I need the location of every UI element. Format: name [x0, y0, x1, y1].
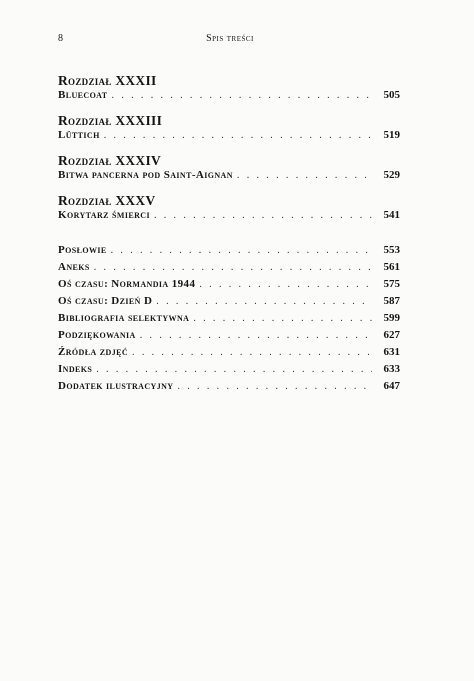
entry-page: 587	[383, 295, 400, 307]
running-title: Spis treści	[206, 33, 254, 44]
toc-entry[interactable]	[58, 327, 400, 344]
toc-entry[interactable]	[58, 88, 400, 103]
toc-entry[interactable]	[58, 276, 400, 293]
chapter-entry	[58, 154, 400, 183]
entry-title: Lüttich	[58, 129, 100, 141]
toc-entry[interactable]	[58, 168, 400, 183]
chapter-heading: Rozdział XXXIII	[58, 113, 163, 128]
entry-title: Bibliografia selektywna	[58, 312, 190, 324]
dot-leader	[132, 344, 372, 361]
backmatter-list	[58, 242, 400, 395]
chapter-heading: Rozdział XXXIV	[58, 153, 162, 168]
entry-title: Bitwa pancerna pod Saint-Aignan	[58, 169, 233, 181]
dot-leader	[111, 242, 372, 259]
entry-title: Bluecoat	[58, 89, 108, 101]
toc-entry[interactable]	[58, 259, 400, 276]
entry-title: Indeks	[58, 363, 93, 375]
entry-page: 627	[383, 329, 400, 341]
entry-page: 575	[383, 278, 400, 290]
dot-leader	[94, 259, 372, 276]
entry-title: Aneks	[58, 261, 90, 273]
entry-page: 561	[383, 261, 400, 273]
entry-title: Posłowie	[58, 244, 107, 256]
entry-page: 505	[383, 89, 400, 101]
table-of-contents	[58, 74, 400, 395]
toc-entry[interactable]	[58, 293, 400, 310]
toc-entry[interactable]	[58, 208, 400, 223]
entry-title: Źródła zdjęć	[58, 346, 129, 358]
dot-leader	[199, 276, 372, 293]
entry-title: Korytarz śmierci	[58, 209, 150, 221]
dot-leader	[156, 293, 372, 310]
entry-page: 631	[383, 346, 400, 358]
chapter-entry	[58, 74, 400, 103]
entry-title: Dodatek ilustracyjny	[58, 380, 174, 392]
entry-page: 647	[383, 380, 400, 392]
toc-entry[interactable]	[58, 242, 400, 259]
chapter-entry	[58, 114, 400, 143]
entry-page: 553	[383, 244, 400, 256]
chapter-heading: Rozdział XXXV	[58, 193, 156, 208]
toc-entry[interactable]	[58, 128, 400, 143]
entry-title: Oś czasu: Normandia 1944	[58, 278, 196, 290]
dot-leader	[104, 128, 372, 143]
toc-entry[interactable]	[58, 310, 400, 327]
entry-page: 633	[383, 363, 400, 375]
dot-leader	[177, 378, 372, 395]
toc-entry[interactable]	[58, 378, 400, 395]
entry-page: 529	[383, 169, 400, 181]
entry-page: 599	[383, 312, 400, 324]
page-number: 8	[58, 33, 63, 44]
toc-entry[interactable]	[58, 344, 400, 361]
chapter-heading: Rozdział XXXII	[58, 73, 157, 88]
dot-leader	[237, 168, 372, 183]
page-header	[58, 33, 402, 47]
entry-title: Oś czasu: Dzień D	[58, 295, 153, 307]
dot-leader	[96, 361, 372, 378]
entry-page: 519	[383, 129, 400, 141]
dot-leader	[154, 208, 372, 223]
entry-title: Podziękowania	[58, 329, 136, 341]
dot-leader	[140, 327, 372, 344]
toc-entry[interactable]	[58, 361, 400, 378]
entry-page: 541	[383, 209, 400, 221]
chapter-entry	[58, 194, 400, 223]
dot-leader	[193, 310, 372, 327]
dot-leader	[112, 88, 372, 103]
